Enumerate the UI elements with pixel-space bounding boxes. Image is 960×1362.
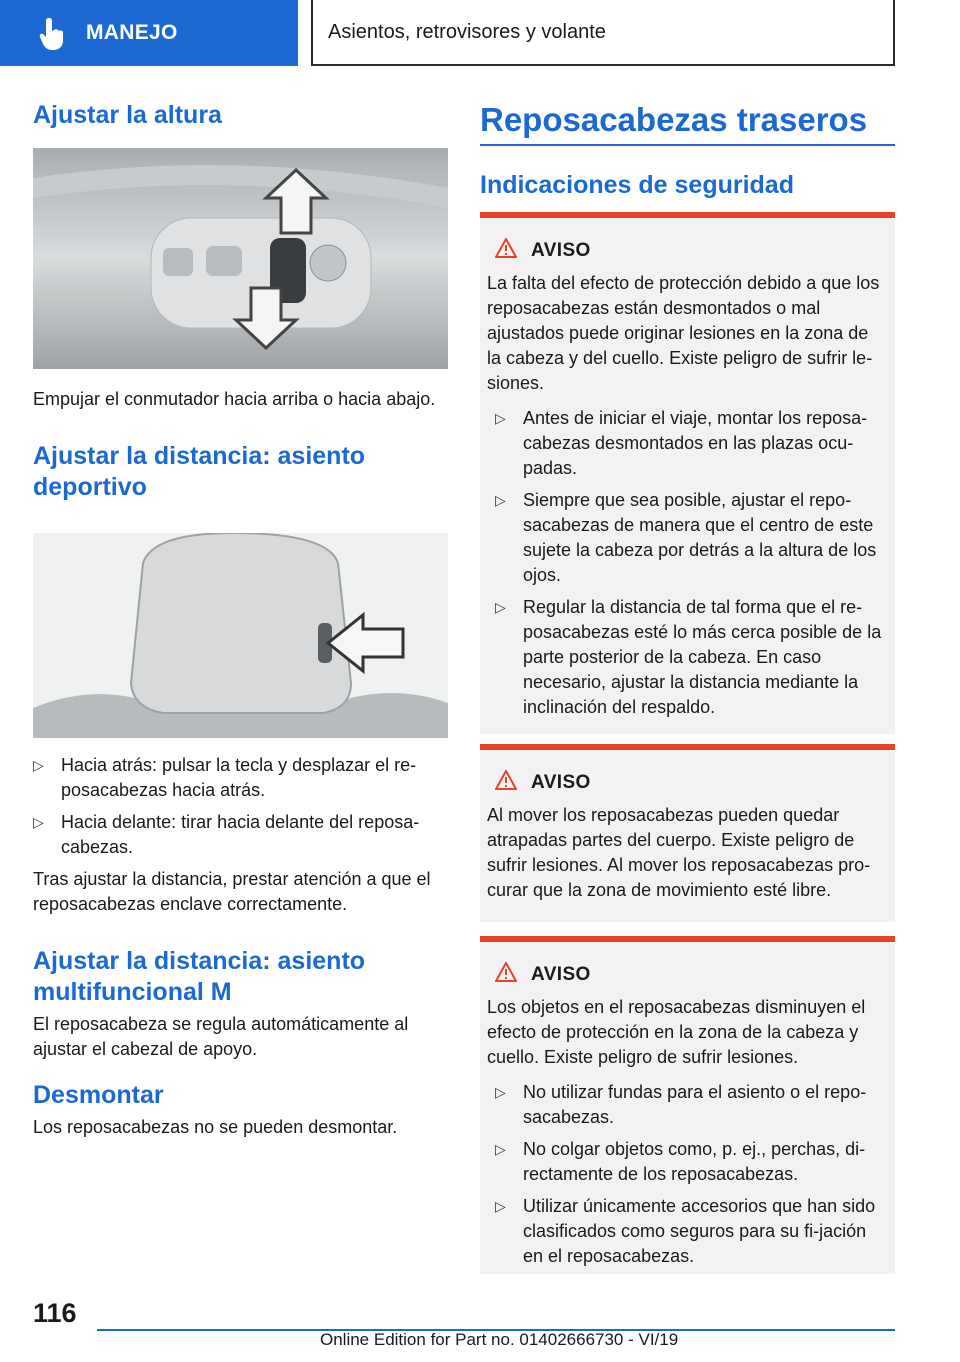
chapter-label: MANEJO	[86, 21, 178, 44]
list-item: ▷ No colgar objetos como, p. ej., perchas, di-rectamente de los reposacabezas.	[495, 1139, 866, 1184]
heading-safety: Indicaciones de seguridad	[480, 171, 794, 199]
triangle-bullet-icon: ▷	[33, 814, 44, 830]
heading-rear-headrests: Reposacabezas traseros	[480, 100, 895, 146]
list-item: ▷ Hacia delante: tirar hacia delante del reposa-cabezas.	[33, 812, 420, 857]
triangle-bullet-icon: ▷	[495, 1084, 506, 1100]
edition-note: Online Edition for Part no. 01402666730 - VI/19	[320, 1330, 679, 1349]
heading-sport-seat: Ajustar la distancia: asiento deportivo	[33, 442, 366, 501]
triangle-bullet-icon: ▷	[495, 492, 506, 508]
remove-note: Los reposacabezas no se pueden desmontar.	[33, 1117, 398, 1137]
warning-title: AVISO	[531, 963, 591, 985]
warning-steps	[495, 406, 887, 720]
height-instruction: Empujar el conmutador hacia arriba o hacia abajo.	[33, 389, 436, 409]
list-item: ▷ Antes de iniciar el viaje, montar los reposa-cabezas desmontados en las plazas ocu-padas.	[495, 408, 868, 478]
triangle-bullet-icon: ▷	[495, 1198, 506, 1214]
warning-header	[495, 770, 887, 795]
list-item: ▷ No utilizar fundas para el asiento o el repo-sacabezas.	[495, 1082, 867, 1127]
warning-header	[495, 238, 887, 263]
warning-header	[495, 962, 887, 987]
warning-title: AVISO	[531, 239, 591, 261]
warning-triangle-icon	[495, 238, 517, 263]
sport-seat-note: Tras ajustar la distancia, prestar atención a que el reposacabezas enclave correctamente.	[33, 869, 431, 914]
list-item: ▷ Utilizar únicamente accesorios que han sido clasificados como seguros para su fi-jación en el reposacabezas.	[495, 1196, 876, 1266]
page-number: 116	[33, 1298, 77, 1328]
warning-triangle-icon	[495, 770, 517, 795]
warning-text: Los objetos en el reposacabezas disminuyen el efecto de protección en la zona de la cabeza y cuello. Existe peligro de sufrir lesiones.	[487, 997, 866, 1067]
triangle-bullet-icon: ▷	[33, 757, 44, 773]
triangle-bullet-icon: ▷	[495, 1141, 506, 1157]
warning-box	[480, 212, 895, 734]
section-header	[311, 0, 895, 66]
triangle-bullet-icon: ▷	[495, 599, 506, 615]
headrest-photo	[33, 533, 448, 738]
list-item: ▷ Hacia atrás: pulsar la tecla y desplazar el re-posacabezas hacia atrás.	[33, 755, 417, 800]
warning-steps	[495, 1080, 887, 1269]
warning-box	[480, 936, 895, 1274]
warning-text: La falta del efecto de protección debido a que los reposacabezas están desmontados o mal ajustados puede originar lesiones en la zona de la cabeza y del cuello. Existe peligro de sufrir le-siones.	[487, 273, 880, 393]
warning-triangle-icon	[495, 962, 517, 987]
triangle-bullet-icon: ▷	[495, 410, 506, 426]
section-title: Asientos, retrovisores y volante	[328, 20, 606, 43]
list-item: ▷ Siempre que sea posible, ajustar el repo-sacabezas de manera que el centro de este sujete la cabeza por detrás a la altura de los ojos.	[495, 490, 877, 585]
left-column	[33, 100, 448, 1140]
right-column	[480, 100, 895, 201]
warning-text: Al mover los reposacabezas pueden quedar atrapadas partes del cuerpo. Existe peligro de sufrir lesiones. Al mover los reposacabezas pro-curar que la zona de movimiento esté libre.	[487, 805, 871, 900]
steering-hand-icon	[38, 16, 68, 50]
seat-switch-photo	[33, 148, 448, 369]
chapter-tab	[0, 0, 298, 66]
warning-title: AVISO	[531, 771, 591, 793]
heading-adjust-height: Ajustar la altura	[33, 101, 222, 129]
list-item: ▷ Regular la distancia de tal forma que el re-posacabezas esté lo más cerca posible de la parte posterior de la cabeza. En caso necesario, ajustar la distancia mediante la inclinación del respaldo.	[495, 597, 882, 717]
heading-multifunction-seat: Ajustar la distancia: asiento multifuncional M	[33, 947, 366, 1006]
heading-remove: Desmontar	[33, 1081, 164, 1109]
warning-box	[480, 744, 895, 922]
multifunction-note: El reposacabeza se regula automáticamente al ajustar el cabezal de apoyo.	[33, 1014, 409, 1059]
sport-seat-steps	[33, 753, 448, 860]
